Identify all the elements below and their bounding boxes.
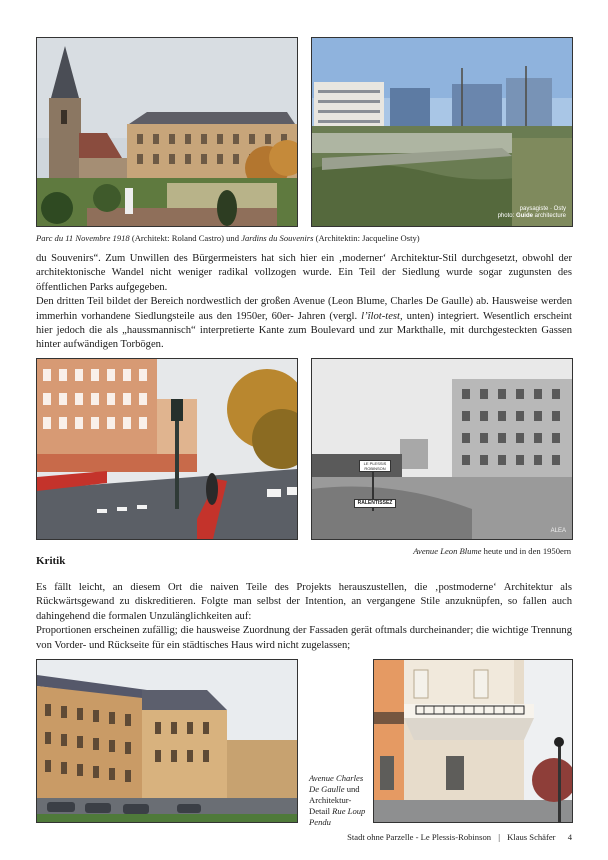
caption-bottom-photos: Avenue Charles De Gaulle und Architektur-Detail Rue Loup Pendu bbox=[309, 773, 366, 827]
page-number: 4 bbox=[567, 832, 572, 842]
sign-ralentissez: RALENTISSEZ bbox=[354, 499, 396, 508]
photo-avenue-leon-blume-1950s bbox=[311, 358, 573, 540]
footer-author: Klaus Schäfer bbox=[507, 832, 556, 842]
footer-separator: | bbox=[498, 832, 500, 842]
caption-middle-photos: Avenue Leon Blume heute und in den 1950ern bbox=[413, 546, 571, 556]
paragraph-1: du Souvenirs“. Zum Unwillen des Bürgermeisters hat sich hier ein ‚moderner‘ Architektur-Stil durchgesetzt, obwohl der architektonische Wandel nicht weniger radikal vollzogen wurde. Ein Teil der Siedlung wurde sogar zugunsten des öffentlichen Parks aufgegeben. bbox=[36, 253, 572, 293]
photo-avenue-charles-de-gaulle bbox=[36, 659, 298, 823]
photo-credit: ALEA bbox=[550, 528, 566, 534]
body-text-intro bbox=[36, 252, 572, 353]
paragraph-4: Proportionen erscheinen zufällig; die hausweise Zuordnung der Fassaden gerät oftmals durcheinander; die wichtige Trennung von Vorder- und Rückseite für ein städtisches Haus wird nicht zugelassen; bbox=[36, 625, 572, 651]
sign-le-plessis: LE PLESSIS ROBINSON bbox=[359, 460, 391, 472]
photo-rue-loup-pendu bbox=[373, 659, 573, 823]
photo-parc-du-11-novembre bbox=[36, 37, 298, 227]
section-heading-kritik: Kritik bbox=[36, 555, 66, 567]
caption-top-photos: Parc du 11 Novembre 1918 (Architekt: Roland Castro) und Jardins du Souvenirs (Architektin: Jacqueline Osty) bbox=[36, 233, 420, 243]
photo-watermark: paysagiste · Osty photo: Guide architecture bbox=[497, 206, 566, 219]
body-text-kritik bbox=[36, 581, 572, 653]
paragraph-3: Es fällt leicht, an diesem Ort die naiven Teile des Projekts herauszustellen, die ‚postmoderne‘ Architektur als Rückwärtsgewand zu diskreditieren. Folgte man selbst der Intention, an vergangene Stile anzuknüpfen, so fallen auch dahingehend die formalen Unzulänglichkeiten auf: bbox=[36, 582, 572, 622]
photo-jardins-du-souvenirs bbox=[311, 37, 573, 227]
page-footer bbox=[347, 832, 572, 842]
footer-title: Stadt ohne Parzelle - Le Plessis-Robinson bbox=[347, 832, 492, 842]
paragraph-2: Den dritten Teil bildet der Bereich nordwestlich der großen Avenue (Leon Blume, Charles De Gaulle) ab. Hausweise werden immerhin vorhandene Siedlungsteile aus den 1950er, 60er- Jahren (vergl. l’îlot-test, unten) integriert. Wesentlich erscheint hier jedoch die als „haussmannisch“ interpretierte Kante zum Boulevard und zur Markthalle, mit durchgesteckten Gassen hinter aufwändigen Torbögen. bbox=[36, 296, 572, 351]
photo-avenue-leon-blume-today bbox=[36, 358, 298, 540]
